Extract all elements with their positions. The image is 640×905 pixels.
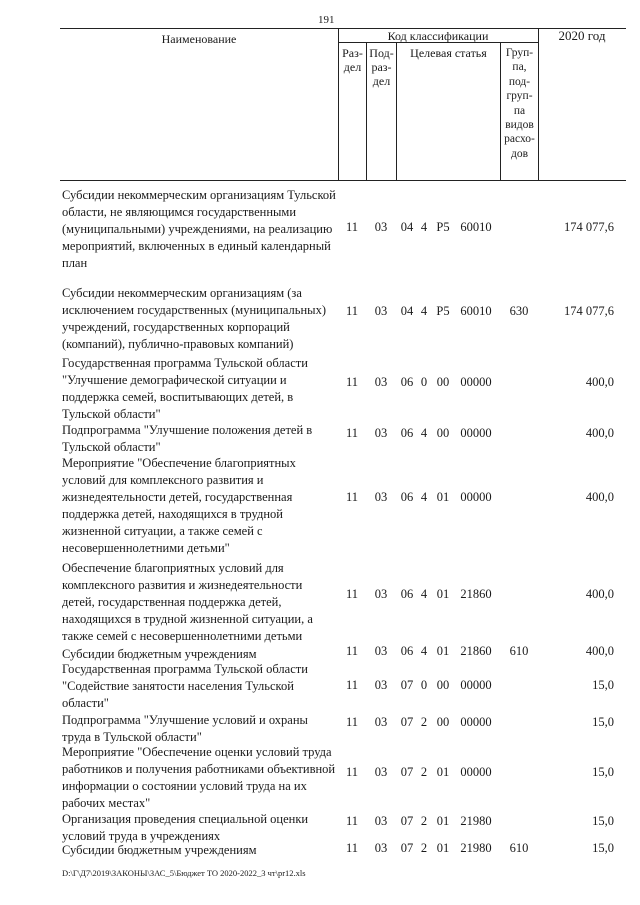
header-razdel: Раз- дел [342, 46, 363, 74]
row-target-subprogram: 2 [420, 841, 428, 855]
header-divider [538, 28, 539, 180]
row-name: Государственная программа Тульской области "Содействие занятости населения Тульской области" [62, 662, 308, 710]
row-razdel: 11 [345, 814, 359, 828]
row-target-subprogram: 2 [420, 715, 428, 729]
header-divider [396, 42, 397, 180]
row-name: Обеспечение благоприятных условий для комплексного развития и жизнедеятельности детей, государственная поддержка детей, находящихся в трудной жизненной ситуации, а также семей с несовершеннолетними детьми [62, 561, 313, 643]
row-target-event: 01 [436, 765, 450, 779]
row-target-subprogram: 4 [420, 587, 428, 601]
row-podrazdel: 03 [374, 220, 388, 234]
row-razdel: 11 [345, 426, 359, 440]
row-target-program: 07 [400, 841, 414, 855]
row-target-subprogram: 4 [420, 644, 428, 658]
row-target-direction: 60010 [460, 304, 492, 318]
row-name: Организация проведения специальной оценки условий труда в учреждениях [62, 812, 309, 843]
row-target-direction: 21860 [460, 587, 492, 601]
row-target-direction: 00000 [460, 715, 492, 729]
row-amount: 174 077,6 [564, 220, 614, 234]
page-number: 191 [318, 14, 335, 26]
row-podrazdel: 03 [374, 841, 388, 855]
row-name: Подпрограмма "Улучшение положения детей в Тульской области" [62, 423, 313, 454]
row-name: Субсидии бюджетным учреждениям [62, 843, 257, 857]
row-podrazdel: 03 [374, 715, 388, 729]
row-target-subprogram: 4 [420, 426, 428, 440]
row-razdel: 11 [345, 304, 359, 318]
file-path-footer: D:\Г\Д7\2019\ЗАКОНЫ\ЗАС_5\Бюджет ТО 2020-2022_3 чт\pr12.xls [62, 868, 306, 878]
row-razdel: 11 [345, 841, 359, 855]
row-amount: 15,0 [592, 765, 614, 779]
row-target-program: 07 [400, 715, 414, 729]
row-target-event: 01 [436, 587, 450, 601]
row-razdel: 11 [345, 587, 359, 601]
row-amount: 15,0 [592, 715, 614, 729]
row-target-event: 01 [436, 814, 450, 828]
row-target-direction: 00000 [460, 678, 492, 692]
row-amount: 400,0 [585, 644, 614, 658]
header-podrazdel: Под- раз- дел [369, 46, 394, 88]
row-name: Субсидии некоммерческим организациям (за исключением государственных (муниципальных) учреждений, государственных корпораций (компаний), публично-правовых компаний) [62, 286, 326, 351]
row-target-program: 06 [400, 375, 414, 389]
row-amount: 15,0 [592, 841, 614, 855]
row-podrazdel: 03 [374, 375, 388, 389]
row-target-program: 06 [400, 644, 414, 658]
row-target-program: 07 [400, 765, 414, 779]
row-amount: 400,0 [585, 426, 614, 440]
row-target-program: 04 [400, 304, 414, 318]
row-target-event: P5 [436, 304, 450, 318]
row-target-subprogram: 4 [420, 304, 428, 318]
row-target-event: P5 [436, 220, 450, 234]
row-podrazdel: 03 [374, 814, 388, 828]
row-podrazdel: 03 [374, 678, 388, 692]
row-target-program: 06 [400, 587, 414, 601]
row-amount: 400,0 [585, 587, 614, 601]
row-name: Субсидии бюджетным учреждениям [62, 647, 257, 661]
row-amount: 15,0 [592, 814, 614, 828]
row-target-direction: 21980 [460, 841, 492, 855]
row-target-direction: 00000 [460, 765, 492, 779]
header-year: 2020 год [558, 28, 606, 43]
row-target-direction: 00000 [460, 375, 492, 389]
row-target-program: 04 [400, 220, 414, 234]
row-name: Государственная программа Тульской области "Улучшение демографической ситуации и поддержка семей, воспитывающих детей, в Тульской области" [62, 356, 308, 421]
row-razdel: 11 [345, 644, 359, 658]
row-amount: 400,0 [585, 490, 614, 504]
row-target-event: 01 [436, 644, 450, 658]
row-target-event: 00 [436, 678, 450, 692]
row-target-direction: 21860 [460, 644, 492, 658]
row-target-direction: 60010 [460, 220, 492, 234]
row-razdel: 11 [345, 490, 359, 504]
row-group: 610 [509, 841, 529, 855]
row-target-subprogram: 2 [420, 814, 428, 828]
row-name: Мероприятие "Обеспечение оценки условий труда работников и получения работниками объективной информации о состоянии условий труда на их рабочих местах" [62, 745, 336, 810]
row-target-event: 01 [436, 490, 450, 504]
row-target-subprogram: 4 [420, 490, 428, 504]
row-podrazdel: 03 [374, 490, 388, 504]
row-target-subprogram: 4 [420, 220, 428, 234]
row-name: Подпрограмма "Улучшение условий и охраны труда в Тульской области" [62, 713, 308, 744]
row-target-program: 06 [400, 426, 414, 440]
row-group: 630 [509, 304, 529, 318]
row-amount: 174 077,6 [564, 304, 614, 318]
row-podrazdel: 03 [374, 426, 388, 440]
row-target-subprogram: 2 [420, 765, 428, 779]
row-target-program: 07 [400, 814, 414, 828]
row-target-subprogram: 0 [420, 375, 428, 389]
header-name: Наименование [161, 32, 237, 46]
row-podrazdel: 03 [374, 587, 388, 601]
row-amount: 15,0 [592, 678, 614, 692]
row-razdel: 11 [345, 678, 359, 692]
row-target-program: 07 [400, 678, 414, 692]
row-group: 610 [509, 644, 529, 658]
row-target-direction: 00000 [460, 490, 492, 504]
row-target-direction: 00000 [460, 426, 492, 440]
row-target-event: 00 [436, 426, 450, 440]
row-target-subprogram: 0 [420, 678, 428, 692]
row-target-event: 00 [436, 375, 450, 389]
row-target-direction: 21980 [460, 814, 492, 828]
row-razdel: 11 [345, 715, 359, 729]
row-podrazdel: 03 [374, 765, 388, 779]
header-group: Груп- па, под- груп- па видов расхо- дов [504, 47, 535, 160]
header-target: Целевая статья [410, 46, 487, 60]
row-target-event: 01 [436, 841, 450, 855]
row-name: Мероприятие "Обеспечение благоприятных условий для комплексного развития и жизнедеятельности детей, государственная поддержка детей, находящихся в трудной жизненной ситуации, а также семей с несовершеннолетними детьми" [62, 456, 296, 555]
header-bottom-border [60, 180, 626, 181]
row-razdel: 11 [345, 375, 359, 389]
row-target-event: 00 [436, 715, 450, 729]
row-amount: 400,0 [585, 375, 614, 389]
row-podrazdel: 03 [374, 644, 388, 658]
row-target-program: 06 [400, 490, 414, 504]
row-razdel: 11 [345, 765, 359, 779]
row-razdel: 11 [345, 220, 359, 234]
row-name: Субсидии некоммерческим организациям Тульской области, не являющимся государственными (муниципальными) учреждениями, на реализацию мероприятий, включенных в единый календарный план [62, 188, 336, 270]
row-podrazdel: 03 [374, 304, 388, 318]
header-code-group: Код классификации [387, 29, 489, 43]
